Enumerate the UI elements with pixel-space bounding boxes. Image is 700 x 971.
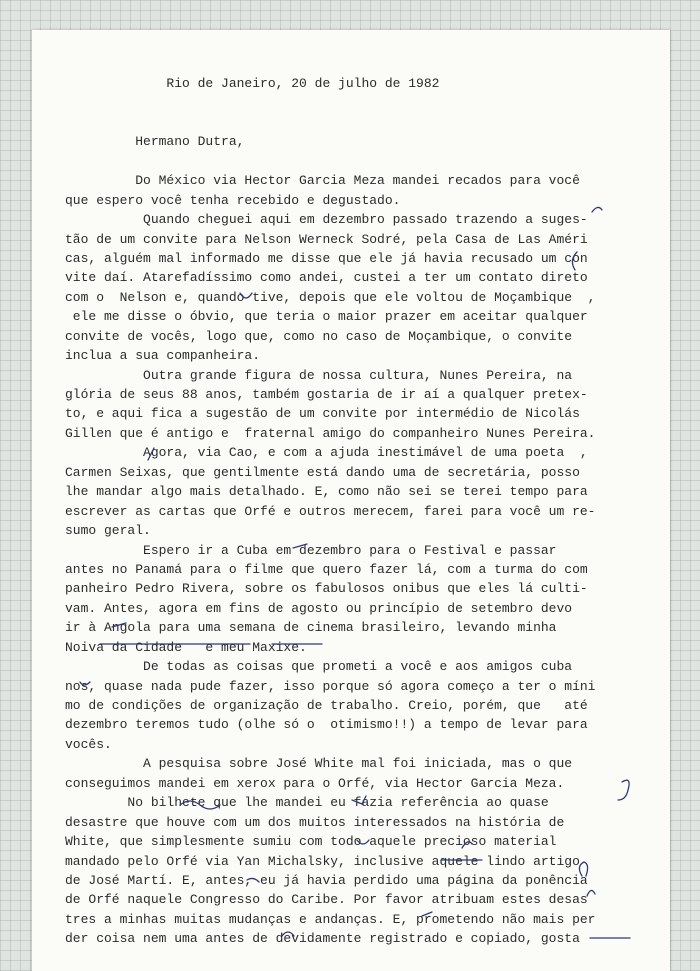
letter-line: inclua a sua companheira. xyxy=(65,348,261,364)
letter-line: vite daí. Atarefadíssimo como andei, custei a ter um contato direto xyxy=(65,270,588,286)
letter-line: mo de condições de organização de trabalho. Creio, porém, que até xyxy=(65,698,588,713)
letter-line: tres a minhas muitas mudanças e andanças. E, prometendo não mais per xyxy=(65,911,596,927)
letter-line: desastre que houve com um dos muitos interessados na história de xyxy=(65,814,565,830)
letter-line xyxy=(65,113,665,132)
letter-line: conseguimos mandei em xerox para o Orfé, via Hector Garcia Meza. xyxy=(65,775,565,791)
letter-line: com o Nelson e, quando tive, depois que ele voltou de Moçambique , xyxy=(65,289,596,305)
letter-line xyxy=(65,93,665,112)
letter-line: Rio de Janeiro, 20 de julho de 1982 xyxy=(65,76,440,91)
letter-line: A pesquisa sobre José White mal foi iniciada, mas o que xyxy=(65,756,573,772)
letter-line: dezembro teremos tudo (olhe só o otimismo!!) a tempo de levar para xyxy=(65,717,588,733)
letter-line: glória de seus 88 anos, também gostaria de ir aí a qualquer pretex- xyxy=(65,387,588,402)
letter-line: mandado pelo Orfé via Yan Michalsky, inclusive aquele lindo artigo xyxy=(65,853,580,869)
letter-line: de Orfé naquele Congresso do Caribe. Por favor atribuam estes desas xyxy=(65,892,588,908)
letter-line xyxy=(65,152,665,171)
letter-line: Hermano Dutra, xyxy=(65,134,245,150)
letter-line: de José Martí. E, antes, eu já havia perdido uma página da ponência xyxy=(65,872,588,888)
letter-line: sumo geral. xyxy=(65,523,151,539)
letter-line: vocês. xyxy=(65,736,112,752)
letter-line: Quando cheguei aqui em dezembro passado trazendo a suges- xyxy=(65,212,588,228)
letter-line: que espero você tenha recebido e degustado. xyxy=(65,192,401,208)
letter-line: No bilhete que lhe mandei eu fazia referência ao quase xyxy=(65,795,549,811)
letter-line: der coisa nem uma antes de devidamente registrado e copiado, gosta xyxy=(65,931,580,947)
typewritten-letter xyxy=(65,74,665,949)
letter-line: to, e aqui fica a sugestão de um convite por intermédio de Nicolás xyxy=(65,406,580,422)
letter-line: ir à Angola para uma semana de cinema brasileiro, levando minha xyxy=(65,620,557,636)
letter-line: Do México via Hector Garcia Meza mandei recados para você xyxy=(65,173,580,189)
letter-line: Agora, via Cao, e com a ajuda inestimável de uma poeta , xyxy=(65,445,588,461)
letter-line: White, que simplesmente sumiu com todo aquele precioso material xyxy=(65,834,557,850)
letter-line: ele me disse o óbvio, que teria o maior prazer em aceitar qualquer xyxy=(65,309,588,325)
letter-line: lhe mandar algo mais detalhado. E, como não sei se terei tempo para xyxy=(65,484,588,500)
letter-line: vam. Antes, agora em fins de agosto ou princípio de setembro devo xyxy=(65,600,573,616)
letter-line: De todas as coisas que prometi a você e aos amigos cuba xyxy=(65,659,573,675)
letter-line: Carmen Seixas, que gentilmente está dando uma de secretária, posso xyxy=(65,464,580,480)
letter-line: Outra grande figura de nossa cultura, Nunes Pereira, na xyxy=(65,367,573,383)
letter-line: panheiro Pedro Rivera, sobre os fabulosos onibus que eles lá culti- xyxy=(65,581,588,597)
letter-line: Noiva da Cidade e meu Maxixe. xyxy=(65,639,307,655)
letter-line: Espero ir a Cuba em dezembro para o Festival e passar xyxy=(65,542,557,558)
letter-line: tão de um convite para Nelson Werneck Sodré, pela Casa de Las Améri xyxy=(65,231,588,247)
letter-line: cas, alguém mal informado me disse que ele já havia recusado um con xyxy=(65,250,588,266)
letter-line: antes no Panamá para o filme que quero fazer lá, com a turma do com xyxy=(65,561,588,577)
letter-line: Gillen que é antigo e fraternal amigo do companheiro Nunes Pereira. xyxy=(65,425,596,441)
letter-line: convite de vocês, logo que, como no caso de Moçambique, o convite xyxy=(65,328,573,344)
letter-page xyxy=(32,30,670,971)
letter-line: escrever as cartas que Orfé e outros merecem, farei para você um re- xyxy=(65,503,596,519)
letter-line: nos, quase nada pude fazer, isso porque só agora começo a ter o míni xyxy=(65,678,596,694)
